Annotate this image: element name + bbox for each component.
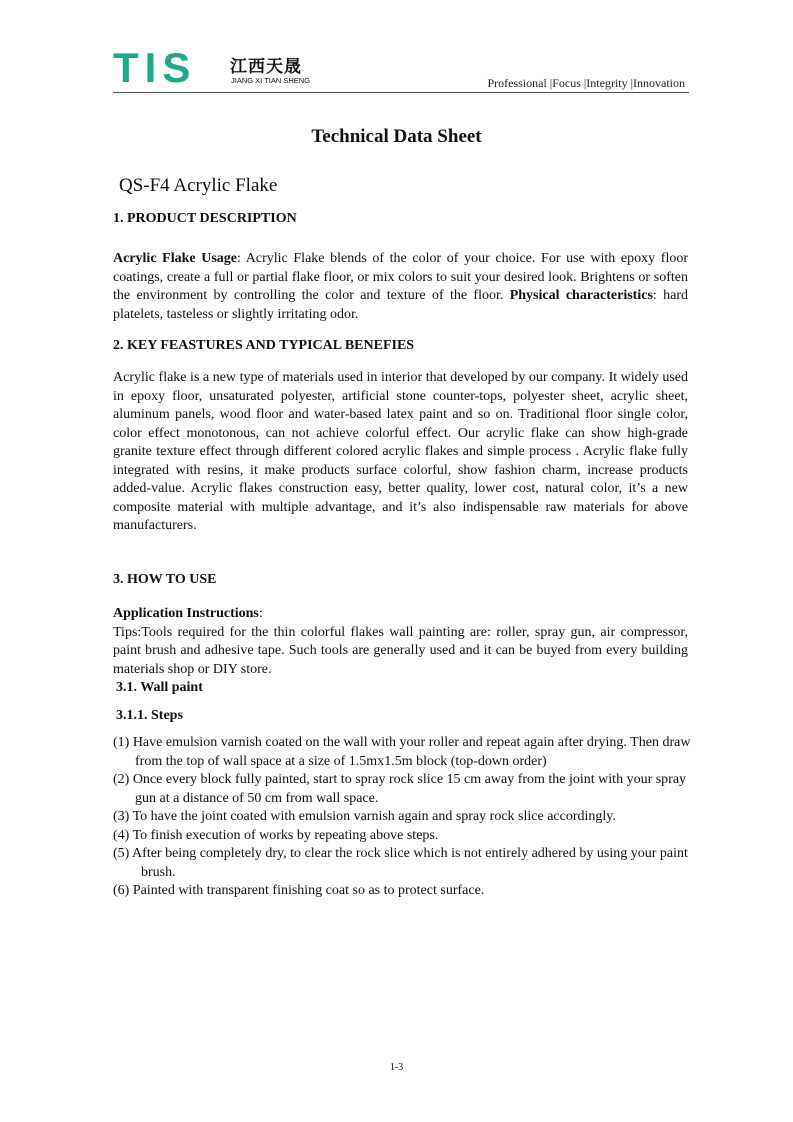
key-features-text: Acrylic flake is a new type of materials used in interior that developed by our company. It widely used in epoxy floor, unsaturated polyester, artificial stone counter-tops, polyester sheet, acrylic sheet, aluminum panels, wood floor and water-based latex paint and so on. Traditional floor single color, color effect monotonous, can not achieve colorful effect. Our acrylic flake can show high-grade granite texture effect through different colored acrylic flakes and simple process . Acrylic flake fully integrated with resins, it make products surface colorful, show fashion charm, increase products added-value. Acrylic flakes construction easy, better quality, lower cost, natural color, it’s a new composite material with multiple advantage, and it’s also indispensable raw materials for above manufacturers. (113, 370, 688, 533)
product-name: QS-F4 Acrylic Flake (119, 175, 278, 196)
section-1-heading: 1. PRODUCT DESCRIPTION (113, 211, 297, 226)
document-title: Technical Data Sheet (311, 126, 482, 147)
step-item: (2) Once every block fully painted, start to spray rock slice 15 cm away from the joint with your spray gun at a distance of 50 cm from wall space. (113, 772, 687, 806)
company-logo-chinese: 江西天晟 (230, 57, 302, 77)
physical-label: Physical characteristics (509, 288, 653, 303)
step-item: (1) Have emulsion varnish coated on the wall with your roller and repeat again after drying. Then draw from the top of wall space at a size of 1.5mx1.5m block (top-down order) (113, 735, 691, 769)
page-header (113, 44, 689, 93)
step-item: (4) To finish execution of works by repeating above steps. (113, 827, 439, 843)
instructions-label: Application Instructions (113, 606, 259, 621)
company-logo-english: JIANG XI TIAN SHENG (231, 76, 311, 85)
header-tagline: Professional |Focus |Integrity |Innovation (487, 76, 685, 90)
application-instructions (113, 605, 688, 679)
section-3-heading: 3. HOW TO USE (113, 572, 217, 587)
subsection-steps: 3.1.1. Steps (116, 708, 183, 723)
step-item: (5) After being completely dry, to clear the rock slice which is not entirely adhered by using your paint brush. (113, 846, 688, 880)
tips-text: Tips:Tools required for the thin colorful flakes wall painting are: roller, spray gun, air compressor, paint brush and adhesive tape. Such tools are generally used and it can be buyed from every building materials shop or DIY store. (113, 624, 688, 677)
subsection-wall-paint: 3.1. Wall paint (116, 680, 203, 695)
page-number: 1-3 (389, 1062, 404, 1073)
step-item: (3) To have the joint coated with emulsion varnish again and spray rock slice accordingly. (113, 809, 616, 824)
usage-label: Acrylic Flake Usage (113, 251, 238, 266)
instructions-colon: : (258, 606, 263, 621)
section-2-heading: 2. KEY FEASTURES AND TYPICAL BENEFIES (113, 338, 415, 353)
usage-text: : Acrylic Flake blends of the color of your choice. For use with epoxy floor coatings, create a full or partial flake floor, or mix colors to suit your desired look. Brightens or soften the environment by controlling the color and texture of the floor. (113, 251, 688, 303)
physical-text: : hard platelets, tasteless or slightly irritating odor. (113, 288, 689, 322)
product-description (113, 250, 688, 324)
company-logo-mark: TIS (113, 44, 197, 91)
steps-list (113, 734, 703, 901)
step-item: (6) Painted with transparent finishing coat so as to protect surface. (113, 883, 485, 898)
